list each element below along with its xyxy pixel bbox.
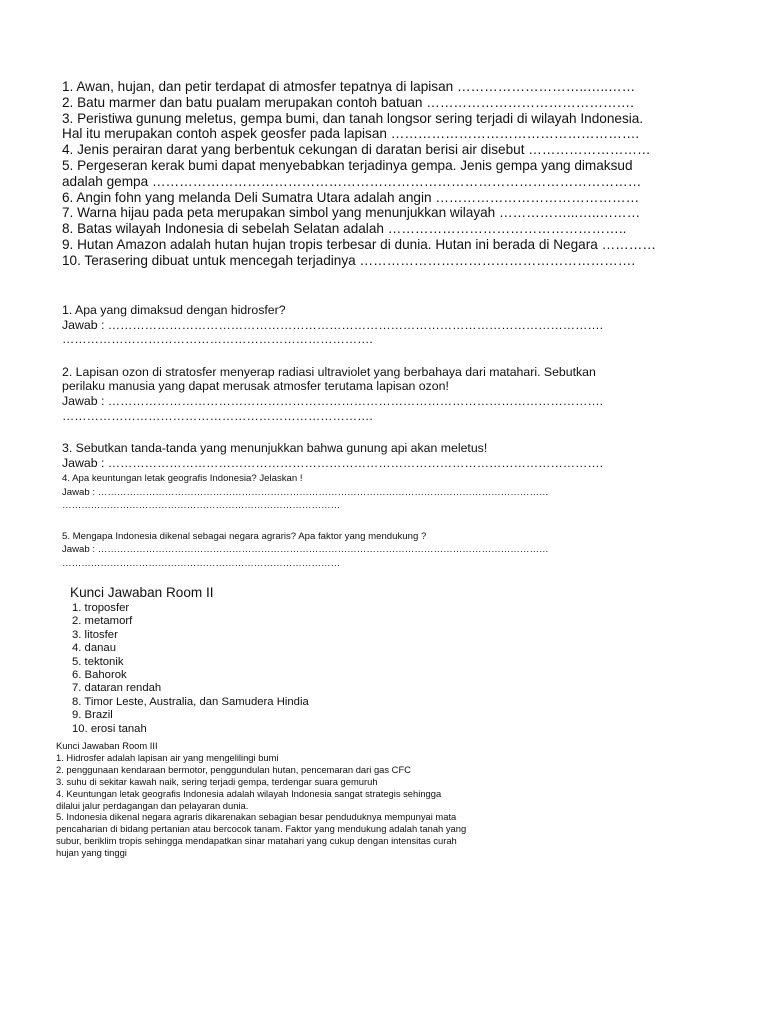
answer-key-line: hujan yang tinggi: [56, 847, 127, 859]
answer-key-line: 5. Indonesia dikenal negara agraris dikarenakan sebagian besar penduduknya mempunyai mata: [56, 811, 457, 823]
answer-line: ……………………………………………………………………………: [62, 557, 341, 569]
answer-key-item: 2. metamorf: [72, 615, 133, 628]
question-text: 1. Apa yang dimaksud dengan hidrosfer?: [62, 303, 286, 317]
answer-key-item: 6. Bahorok: [72, 669, 127, 682]
answer-key-title: Kunci Jawaban Room III: [56, 740, 158, 751]
answer-key-line: 1. Hidrosfer adalah lapisan air yang mengelilingi bumi: [56, 751, 279, 763]
fill-in-line: 8. Batas wilayah Indonesia di sebelah Selatan adalah ……………………………………………..: [62, 221, 627, 237]
answer-key-line: 4. Keuntungan letak geografis Indonesia adalah wilayah Indonesia sangat strategis sehingga: [56, 787, 442, 799]
answer-line: ……………………………………………………………………………: [62, 500, 341, 512]
fill-in-line: 1. Awan, hujan, dan petir terdapat di atmosfer tepatnya di lapisan ………………………..…..……: [62, 79, 636, 94]
essay-question: [62, 530, 582, 571]
question-text: 4. Apa keuntungan letak geografis Indonesia? Jelaskan !: [62, 473, 303, 484]
answer-line: Jawab : ………………………………………………………………………………………………………….: [62, 393, 604, 408]
question-text: 3. Sebutkan tanda-tanda yang menunjukkan bahwa gunung api akan meletus!: [62, 441, 488, 456]
answer-key-item: 4. danau: [72, 642, 116, 655]
fill-in-line: 4. Jenis perairan darat yang berbentuk cekungan di daratan berisi air disebut ………………………: [62, 142, 651, 158]
answer-line: ………………………………………………………………….: [62, 332, 373, 347]
essay-question: [62, 365, 662, 423]
answer-key-item: 3. litosfer: [72, 628, 118, 641]
fill-in-line: 3. Peristiwa gunung meletus, gempa bumi, dan tanah longsor sering terjadi di wilayah Indonesia.: [62, 110, 644, 126]
essay-section-small: [62, 472, 582, 571]
essay-question: [62, 303, 662, 347]
fill-in-section: [62, 79, 722, 269]
answer-key-item: 8. Timor Leste, Australia, dan Samudera Hindia: [72, 695, 309, 708]
answer-key-line: dilalui jalur perdagangan dan pelayaran dunia.: [56, 799, 249, 811]
answer-key-line: subur, beriklim tropis sehingga mendapatkan sinar matahari yang cukup dengan intensitas curah: [56, 835, 457, 847]
essay-section: [62, 303, 662, 470]
fill-in-line: 9. Hutan Amazon adalah hutan hujan tropis terbesar di dunia. Hutan ini berada di Negara …………: [62, 236, 656, 252]
answer-key-item: 1. troposfer: [72, 602, 130, 614]
answer-key-item: 5. tektonik: [72, 655, 124, 668]
answer-key-room-2: [70, 585, 309, 736]
answer-key-line: 2. penggunaan kendaraan bermotor, penggundulan hutan, pencemaran dari gas CFC: [56, 763, 411, 775]
answer-key-title: Kunci Jawaban Room II: [70, 585, 214, 600]
fill-in-line: 6. Angin fohn yang melanda Deli Sumatra Utara adalah angin ………………………………………: [62, 189, 640, 205]
fill-in-line: 7. Warna hijau pada peta merupakan simbol yang menunjukkan wilayah ……………...…..………: [62, 205, 641, 221]
essay-question: [62, 472, 582, 513]
answer-key-room-3: [56, 740, 576, 859]
question-text: 5. Mengapa Indonesia dikenal sebagai negara agraris? Apa faktor yang mendukung ?: [62, 530, 427, 542]
answer-key-item: 7. dataran rendah: [72, 682, 162, 695]
answer-line: Jawab : ……………………………………………………………………………………………………………………………: [62, 486, 549, 498]
question-text: perilaku manusia yang dapat merusak atmosfer terutama lapisan ozon!: [62, 379, 449, 394]
answer-key-line: 3. suhu di sekitar kawah naik, sering terjadi gempa, terdengar suara gemuruh: [56, 775, 378, 787]
essay-question: [62, 441, 662, 470]
question-text: 2. Lapisan ozon di stratosfer menyerap radiasi ultraviolet yang berbahaya dari matahari. Sebutkan: [62, 364, 596, 379]
answer-line: Jawab : ……………………………………………………………………………………………………………………………: [62, 544, 549, 556]
answer-line: ………………………………………………………………….: [62, 408, 373, 423]
fill-in-line: 10. Terasering dibuat untuk mencegah terjadinya …………………………………………………….: [62, 252, 636, 268]
fill-in-line: 2. Batu marmer dan batu pualam merupakan contoh batuan ……………………………………….: [62, 94, 634, 110]
answer-line: Jawab : ………………………………………………………………………………………………………….: [62, 455, 604, 470]
answer-key-item: 10. erosi tanah: [72, 722, 147, 735]
answer-key-item: 9. Brazil: [72, 709, 113, 722]
answer-line: Jawab : ………………………………………………………………………………………………………….: [62, 317, 604, 332]
fill-in-line: 5. Pergeseran kerak bumi dapat menyebabkan terjadinya gempa. Jenis gempa yang dimaksud: [62, 157, 633, 173]
fill-in-line: Hal itu merupakan contoh aspek geosfer pada lapisan ……………………………………………….: [62, 126, 640, 142]
answer-key-line: pencaharian di bidang pertanian atau bercocok tanam. Faktor yang mendukung adalah tanah yang: [56, 823, 467, 835]
fill-in-line: adalah gempa ………………………………………………………………………………………………: [62, 173, 642, 189]
